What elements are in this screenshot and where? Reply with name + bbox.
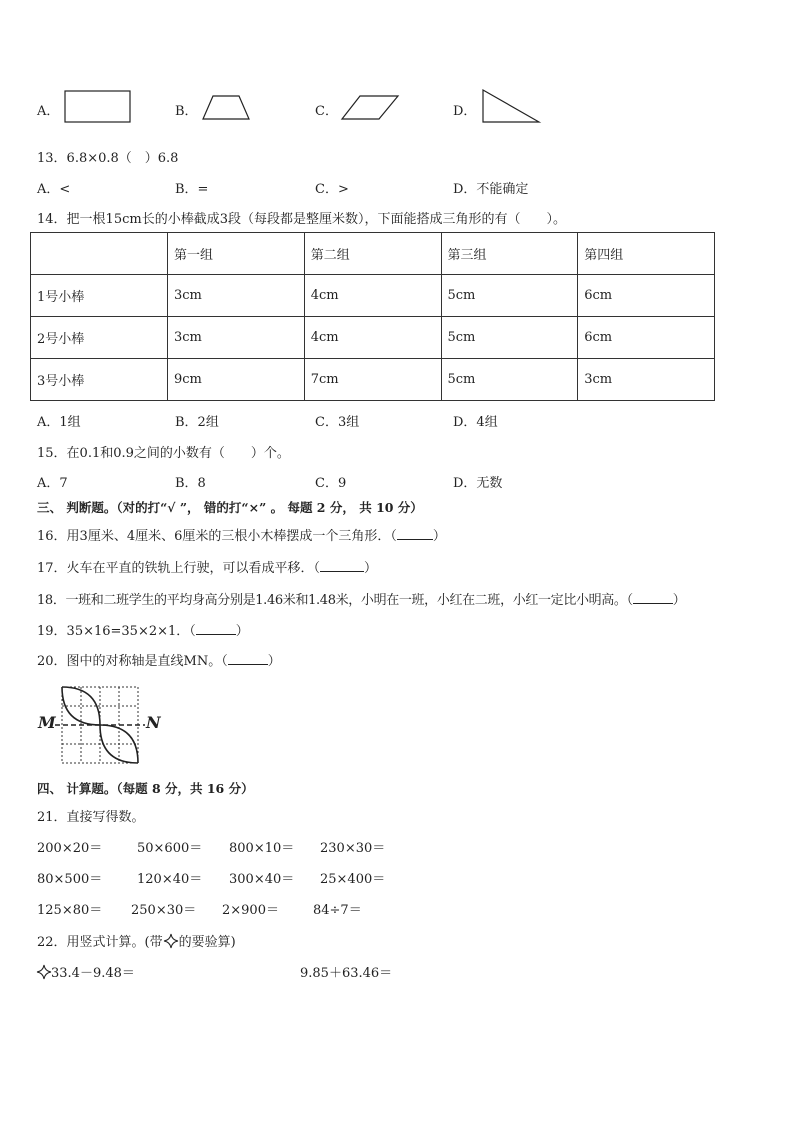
q22-stem [37, 931, 236, 950]
table-cell: 5cm [441, 359, 578, 401]
four-point-star-icon [37, 965, 51, 979]
q18-answer-blank[interactable] [633, 591, 673, 604]
q17 [37, 557, 377, 576]
q20-stem: 20．图中的对称轴是直线MN。（ [37, 654, 228, 669]
table-cell: 1号小棒 [31, 275, 168, 317]
table-cell: 3cm [168, 317, 305, 359]
q16 [37, 525, 446, 544]
q15-stem: 15．在0.1和0.9之间的小数有（ ）个。 [37, 446, 290, 461]
table-cell: 9cm [168, 359, 305, 401]
table-cell: 3cm [578, 359, 715, 401]
q15-option-d: D．无数 [453, 476, 503, 491]
table-cell: 5cm [441, 317, 578, 359]
q17-close: ） [364, 561, 378, 576]
q22-item-1-text: 33.4－9.48＝ [51, 966, 135, 981]
table-row [31, 317, 715, 359]
table-cell: 3号小棒 [31, 359, 168, 401]
q17-answer-blank[interactable] [320, 559, 364, 572]
q15-option-c: C．9 [315, 476, 347, 491]
q12-option-c-letter: C． [315, 104, 338, 119]
q13-option-d: D．不能确定 [453, 182, 529, 197]
q20-answer-blank[interactable] [228, 652, 268, 665]
q14-option-b: B．2组 [175, 415, 219, 430]
q14-option-d: D．4组 [453, 415, 498, 430]
table-cell: 6cm [578, 317, 715, 359]
trapezoid-shape [202, 95, 252, 121]
q14-stem: 14．把一根15cm长的小棒截成3段（每段都是整厘米数），下面能搭成三角形的有（ ）。 [37, 212, 566, 227]
label-n: N [146, 713, 161, 732]
q13-stem: 13．6.8×0.8（ ）6.8 [37, 151, 179, 166]
table-cell: 4cm [304, 275, 441, 317]
table-cell: 7cm [304, 359, 441, 401]
calc-item: 250×30＝ [131, 903, 197, 918]
q13-option-c: C．> [315, 182, 349, 197]
calc-item: 25×400＝ [320, 872, 386, 887]
table-header-cell: 第三组 [441, 233, 578, 275]
calc-item: 800×10＝ [229, 841, 295, 856]
q17-stem: 17．火车在平直的铁轨上行驶，可以看成平移．（ [37, 561, 321, 576]
table-cell: 5cm [441, 275, 578, 317]
q15-option-b: B．8 [175, 476, 206, 491]
calc-item: 300×40＝ [229, 872, 295, 887]
rectangle-shape [64, 90, 132, 124]
q20 [37, 650, 281, 669]
section-3-title: 三、 判断题。（对的打“√ ”， 错的打“×” 。 每题 2 分， 共 10 分） [37, 500, 423, 515]
table-header-cell: 第二组 [304, 233, 441, 275]
parallelogram-shape [341, 95, 401, 121]
q16-stem: 16．用3厘米、4厘米、6厘米的三根小木棒摆成一个三角形．（ [37, 529, 397, 544]
stick-table [30, 232, 715, 401]
calc-item: 2×900＝ [222, 903, 279, 918]
q21-stem: 21．直接写得数。 [37, 810, 145, 825]
table-header-row [31, 233, 715, 275]
calc-item: 230×30＝ [320, 841, 386, 856]
q22-item-2: 9.85＋63.46＝ [300, 966, 393, 981]
table-cell: 6cm [578, 275, 715, 317]
table-header-cell: 第一组 [168, 233, 305, 275]
section-4-title: 四、 计算题。（每题 8 分，共 16 分） [37, 781, 254, 796]
q19 [37, 620, 249, 639]
q13-option-b: B．= [175, 182, 209, 197]
q16-answer-blank[interactable] [397, 527, 433, 540]
q12-option-d-letter: D． [453, 104, 477, 119]
q18-close: ） [672, 593, 686, 608]
q16-close: ） [432, 529, 446, 544]
table-header-cell: 第四组 [578, 233, 715, 275]
table-header-cell [31, 233, 168, 275]
q12-option-a-letter: A． [37, 104, 60, 119]
q20-close: ） [267, 654, 281, 669]
calc-item: 80×500＝ [37, 872, 103, 887]
calc-item: 200×20＝ [37, 841, 103, 856]
table-row [31, 359, 715, 401]
q19-stem: 19．35×16=35×2×1．（ [37, 624, 196, 639]
calc-item: 84÷7＝ [313, 903, 362, 918]
calc-item: 125×80＝ [37, 903, 103, 918]
calc-item: 120×40＝ [137, 872, 203, 887]
calc-item: 50×600＝ [137, 841, 203, 856]
four-point-star-icon [164, 934, 178, 948]
table-cell: 2号小棒 [31, 317, 168, 359]
label-m: M [38, 713, 56, 732]
q15-option-a: A．7 [37, 476, 68, 491]
right-triangle-shape [482, 89, 542, 125]
q22-stem-b: 的要验算) [178, 935, 236, 950]
table-cell: 3cm [168, 275, 305, 317]
q13-option-a: A．< [37, 182, 71, 197]
q14-option-a: A．1组 [37, 415, 81, 430]
table-cell: 4cm [304, 317, 441, 359]
q19-answer-blank[interactable] [196, 622, 236, 635]
q12-option-b-letter: B． [175, 104, 198, 119]
q22-stem-a: 22．用竖式计算。(带 [37, 935, 163, 950]
q22-item-1 [37, 962, 135, 981]
q18-stem: 18．一班和二班学生的平均身高分别是1.46米和1.48米，小明在一班，小红在二班，小红一定比小明高。（ [37, 593, 633, 608]
q14-option-c: C．3组 [315, 415, 360, 430]
symmetry-figure [55, 683, 150, 765]
q19-close: ） [235, 624, 249, 639]
q18 [37, 589, 685, 608]
table-row [31, 275, 715, 317]
